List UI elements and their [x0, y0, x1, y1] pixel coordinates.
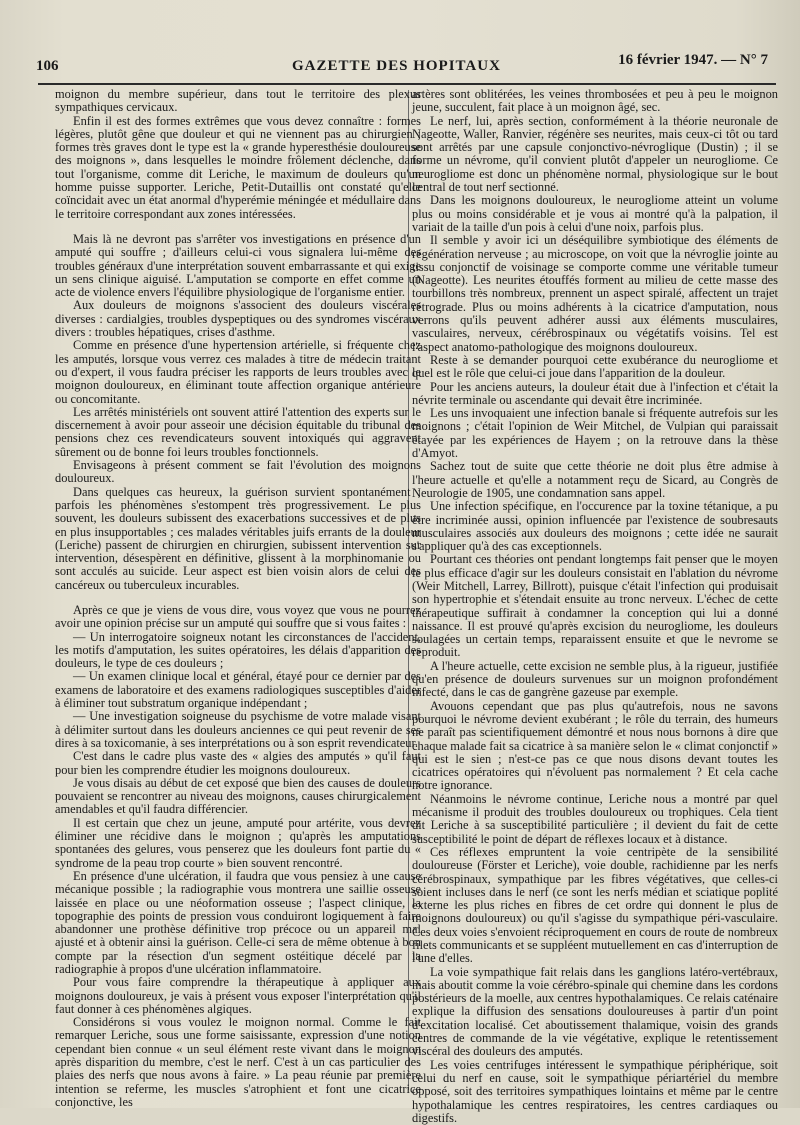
- paragraph: Les uns invoquaient une infection banale si fréquente autrefois sur les moignons ; c'était l'opinion de Weir Mitchel, de Vulpian qui paraissait étayée par les expériences de Hayem ; on la retrouve dans la thèse d'Amyot.: [412, 406, 778, 461]
- paragraph: Les voies centrifuges intéressent le sympathique périphérique, soit celui du nerf en cause, soit le sympathique périartériel du membre opposé, soit des territoires sympathiques lointains et même par le centre hypothalamique les centres respiratoires, les centres cardiaques ou digestifs.: [412, 1057, 778, 1125]
- paragraph: moignon du membre supérieur, dans tout le territoire des plexus sympathiques cervicaux.: [55, 87, 421, 115]
- paragraph: artères sont oblitérées, les veines thrombosées et peu à peu le moignon jeune, succulent, fait place à un moignon âgé, sec.: [412, 87, 778, 115]
- paragraph: Mais là ne devront pas s'arrêter vos investigations en présence d'un amputé qui souffre ; d'ailleurs celui-ci vous signalera lui-même des troubles généraux d'une interprétation souvent embarrassante et qui exige un sens clinique aiguisé. L'amputation se comporte en effet comme un acte de violence envers l'équilibre physiologique de l'organisme entier.: [55, 231, 421, 300]
- page-header: [36, 52, 776, 80]
- paragraph: A l'heure actuelle, cette excision ne semble plus, à la rigueur, justifiée qu'en présence de douleurs survenues sur un moignon profondément infecté, dans le cas de gangrène gazeuse par exemple.: [412, 658, 778, 700]
- paragraph: — Un interrogatoire soigneux notant les circonstances de l'accident, les motifs d'amputation, les suites opératoires, les délais d'apparition des douleurs, le type de ces douleurs ;: [55, 629, 421, 671]
- paragraph: Pour les anciens auteurs, la douleur était due à l'infection et c'était la névrite terminale ou ascendante qui devait être incriminée.: [412, 379, 778, 407]
- paragraph: Il semble y avoir ici un déséquilibre symbiotique des éléments de régénération nerveuse ; au microscope, on voit que la névroglie jointe au tissu conjonctif de voisinage se comporte comme une véritable tumeur (Nageotte). Les neurites étouffés forment au milieu de cette masse des tourbillons très nombreux, prennent un aspect spiralé, affectent un trajet rétrograde. Plus ou moins adhérents à la cicatrice d'amputation, nous verrons qu'ils peuvent adhérer aussi aux éléments musculaires, vasculaires, nerveux, cérébrospinaux ou végétatifs voisins. Tel est l'aspect anatomo-pathologique des moignons douloureux.: [412, 233, 778, 354]
- journal-title: GAZETTE DES HOPITAUX: [292, 58, 501, 74]
- left-column: [55, 87, 421, 1109]
- paragraph: Néanmoins le névrome continue, Leriche nous a montré par quel mécanisme il produit des troubles douloureux ou trophiques. Cela tient dit Leriche à sa susceptibilité particulière ; il devient du fait de cette susceptibilité le point de départ de réflexes locaux et à distance.: [412, 791, 778, 846]
- paragraph: La voie sympathique fait relais dans les ganglions latéro-vertébraux, mais aboutit comme la voie cérébro-spinale qui chemine dans les cordons postérieurs de la moelle, aux centres hypothalamiques. Ce relais caténaire explique la diffusion des sensations douloureuses à partir d'un point d'excitation localisé. Cet aboutissement thalamique, voisin des grands centres de commande de la vie végétative, explique le retentissement viscéral des douleurs des amputés.: [412, 964, 778, 1059]
- right-column: [412, 87, 778, 1125]
- paragraph: Pourtant ces théories ont pendant longtemps fait penser que le moyen le plus efficace d'agir sur les douleurs consistait en l'ablation du névrome (Weir Mitchell, Larrey, Billrott), puisque c'était l'infection qui produisait son hypertrophie et s'étendait ensuite au tronc nerveux. L'échec de cette thérapeutique suffirait à condamner la conception qui lui a donné naissance. Il est prouvé qu'après excision du neurogliome, les douleurs soulagées un certain temps, reparaissent ensuite et que le nevrome se reproduit.: [412, 552, 778, 660]
- header-rule: [38, 83, 776, 85]
- paragraph: Je vous disais au début de cet exposé que bien des causes de douleurs pouvaient se rencontrer au niveau des moignons, causes chirurgicalement amendables et qu'il faudra différencier.: [55, 775, 421, 817]
- paragraph: Considérons si vous voulez le moignon normal. Comme le fait remarquer Leriche, sous une forme saisissante, expression d'une notion cependant bien connue « un seul élément reste vivant dans le moignon après disparition du membre, c'est le nerf. C'est à un cas particulier des plaies des nerfs que nous avons à faire. » La peau réunie par première intention se referme, les muscles s'atrophient et font une cicatrice conjonctive, les: [55, 1015, 421, 1109]
- paragraph: En présence d'une ulcération, il faudra que vous pensiez à une cause mécanique possible ; la radiographie vous montrera une saillie osseuse laissée en place ou une néoformation osseuse ; l'aspect clinique, la topographie des points de pression vous conduiront logiquement à faire abandonner une prothèse définitive trop précoce ou un appareil mal ajusté et à obtenir ainsi la guérison. Celle-ci sera de même obtenue à bon compte par la résection d'un segment ostéitique décelé par la radiographie à propos d'une ulcération inflammatoire.: [55, 868, 421, 976]
- paragraph: Dans les moignons douloureux, le neurogliome atteint un volume plus ou moins considérable et je vous ai montré qu'à la palpation, il variait de la taille d'un pois à celui d'une noix, parfois plus.: [412, 193, 778, 234]
- paragraph: Comme en présence d'une hypertension artérielle, si fréquente chez les amputés, lorsque vous verrez ces malades à titre de médecin traitant ou d'expert, il vous faudra préciser les rapports de leurs troubles avec le moignon douloureux, en éliminant toute affection organique antérieure ou concomitante.: [55, 338, 421, 406]
- paragraph: — Une investigation soigneuse du psychisme de votre malade visant à délimiter surtout dans les douleurs anciennes ce qui peut revenir de ses dires à sa toxicomanie, à ses interprétations ou à son esprit revendicateur.: [55, 709, 421, 750]
- paragraph: Les arrêtés ministériels ont souvent attiré l'attention des experts sur le discernement à avoir pour asseoir une décision équitable du tribunal des pensions chez ces revendicateurs souvent intoxiqués qui aggravent sûrement ou de bonne foi leurs troubles fonctionnels.: [55, 404, 421, 459]
- paragraph: Avouons cependant que pas plus qu'autrefois, nous ne savons pourquoi le névrome devient exubérant ; le rôle du terrain, des humeurs ne paraît pas scientifiquement démontré et nous nous bornons à dire que chaque malade fait sa cicatrice à sa manière selon le « climat conjonctif » qui est le sien ; n'est-ce pas ce que nous disons devant toutes les cicatrices opératoires qui n'évoluent pas normalement ? Et cela cache notre ignorance.: [412, 698, 778, 793]
- paragraph: Reste à se demander pourquoi cette exubérance du neurogliome et quel est le rôle que celui-ci joue dans l'apparition de la douleur.: [412, 352, 778, 381]
- paragraph: Dans quelques cas heureux, la guérison survient spontanément ; parfois les phénomènes s'estompent très progressivement. Le plus souvent, les douleurs subissent des exacerbations successives et de plus en plus insupportables ; ces malades véritables juifs errants de la douleur (Leriche) passent de chirurgien en chirurgien, subissent intervention sur intervention, désespèrent en définitive, glissent à la morphinomanie ou sont acculés au suicide. Leur aspect est bien voisin alors de celui des cancéreux ou tuberculeux incurables.: [55, 484, 421, 592]
- paragraph: Sachez tout de suite que cette théorie ne doit plus être admise à l'heure actuelle et qu'elle a notamment reçu de Sicard, au Congrès de Neurologie de 1905, une condamnation sans appel.: [412, 459, 778, 500]
- paragraph: Enfin il est des formes extrêmes que vous devez connaître : formes légères, plutôt gêne que douleur et qui ne viennent pas au chirurgien ; formes très graves dont le type est la « grande hyperesthésie douloureuse des moignons », dans lesquelles le moindre frôlement déclenche, dans tout l'organisme, comme dit Leriche, le maximum de douleurs qu'un homme puisse supporter. Leriche, Petit-Dutaillis ont constaté qu'elle coïncidait avec un état anormal d'hyperémie méningée et médullaire dans le territoire correspondant aux zones intéressées.: [55, 113, 421, 221]
- paragraph: Une infection spécifique, en l'occurence par la toxine tétanique, a pu être incriminée aussi, opinion influencée par l'existence de soubresauts musculaires associés aux douleurs des moignons ; cette idée ne saurait s'appliquer qu'à des cas exceptionnels.: [412, 499, 778, 554]
- paragraph: Pour vous faire comprendre la thérapeutique à appliquer aux moignons douloureux, je vais à présent vous exposer l'interprétation qu'il faut donner à ces phénomènes algiques.: [55, 975, 421, 1016]
- paragraph: Aux douleurs de moignons s'associent des douleurs viscérales diverses : cardialgies, troubles dyspeptiques ou des syndromes viscéraux divers : troubles hépatiques, crises d'asthme.: [55, 298, 421, 340]
- paragraph: Après ce que je viens de vous dire, vous voyez que vous ne pourrez avoir une opinion précise sur un amputé qui souffre que si vous faites :: [55, 602, 421, 631]
- issue-date: 16 février 1947. — N° 7: [618, 52, 768, 68]
- paragraph: — Un examen clinique local et général, étayé pour ce dernier par des examens de laboratoire et des examens radiologiques susceptibles d'aider à éliminer tout substratum organique indépendant ;: [55, 669, 421, 711]
- paragraph: Le nerf, lui, après section, conformément à la théorie neuronale de Nageotte, Waller, Ranvier, régénère ses neurites, mais ceux-ci tôt ou tard sont arrêtés par une capsule conjonctivo-névroglique (Dustin) ; il se forme un névrome, qu'il convient plutôt d'appeler un neurogliome. Ce neurogliome est donc un phénomène normal, physiologique sur le bout central de tout nerf sectionné.: [412, 113, 778, 195]
- paragraph: Il est certain que chez un jeune, amputé pour artérite, vous devrez éliminer une récidive dans le moignon ; qu'après les amputations spontanées des gelures, vous penserez que les douleurs font partie du « syndrome de la peau trop courte » bien souvent rencontré.: [55, 815, 421, 870]
- paragraph: C'est dans le cadre plus vaste des « algies des amputés » qu'il faut pour bien les comprendre étudier les moignons douloureux.: [55, 749, 421, 777]
- paragraph: Envisageons à présent comment se fait l'évolution des moignons douloureux.: [55, 458, 421, 486]
- paragraph: Ces réflexes empruntent la voie centripète de la sensibilité douloureuse (Förster et Leriche), voie double, rachidienne par les nerfs cérébrospinaux, sympathique par les fibres végétatives, que celles-ci soient incluses dans le nerf (ce sont les nerfs médian et sciatique poplité externe les plus riches en fibres de cet ordre qui donnent le plus de moignons douloureux) ou qu'il s'agisse du sympathique péri-vasculaire. Ces deux voies s'envoient réciproquement en cours de route de nombreux filets communicants et se suppléent mutuellement en cas d'interruption de l'une d'elles.: [412, 844, 778, 966]
- page-number: 106: [36, 58, 59, 74]
